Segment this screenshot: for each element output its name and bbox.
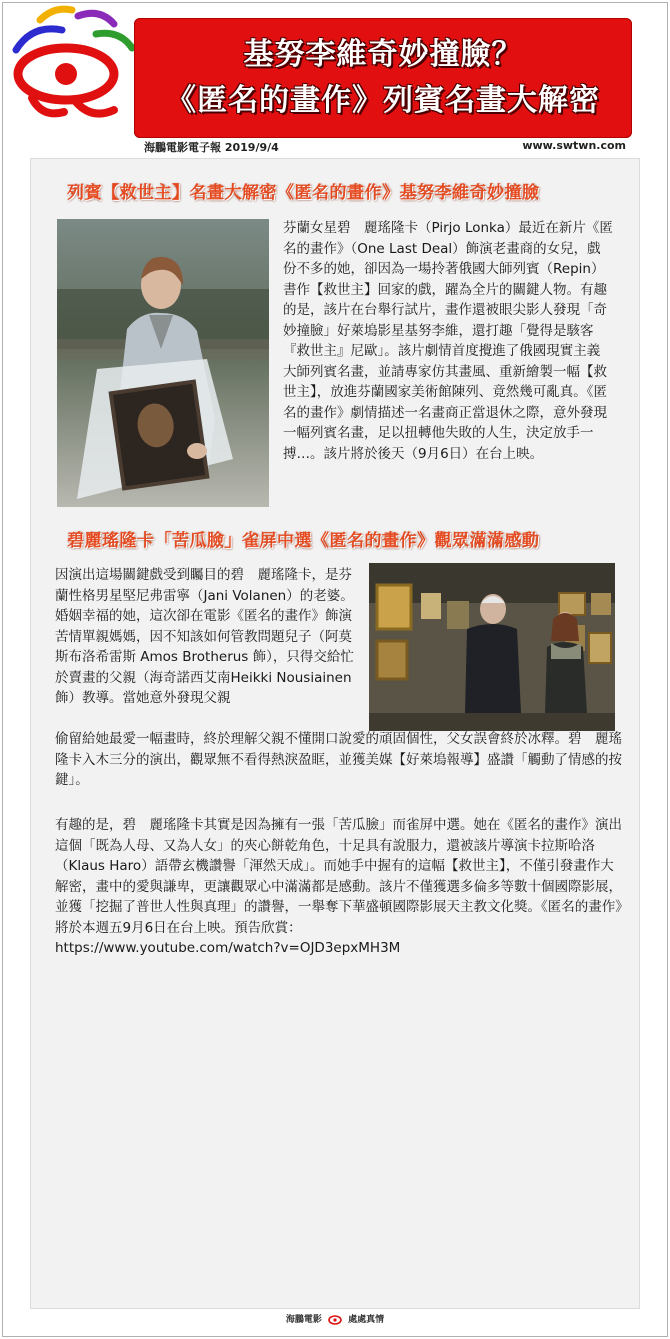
haipeng-logo-icon bbox=[2, 2, 140, 126]
section2-paragraph-a: 因演出這場關鍵戲受到矚目的碧 麗瑤隆卡，是芬蘭性格男星堅尼弗雷寧（Jani Volanen）的老婆。婚姻幸福的她，這次卻在電影《匿名的畫作》飾演苦情單親媽媽，因不知該如何管教問題兒子（阿莫斯布洛希雷斯 Amos Brotherus 飾），只得交給忙於賣畫的父親（海奇諾西艾南Heikki Nousiainen飾）教導。當她意外發現父親 bbox=[55, 567, 354, 706]
source-date: 海鵬電影電子報 2019/9/4 bbox=[144, 141, 279, 154]
section2-paragraph-b: 偷留給她最愛一幅畫時，終於理解父親不懂開口說愛的頑固個性，父女誤會終於冰釋。碧 麗瑤隆卡入木三分的演出，觀眾無不看得熱淚盈眶，並獲美媒【好萊塢報導】盛讚「觸動了情感的按鍵」。 bbox=[55, 731, 622, 788]
section1-subtitle: 列賓【救世主】名畫大解密《匿名的畫作》基努李維奇妙撞臉 bbox=[67, 183, 540, 203]
section2-paragraph-c bbox=[55, 815, 625, 959]
article-panel bbox=[30, 158, 640, 1309]
footer-logo-icon bbox=[328, 1314, 342, 1326]
photo-gallery-scene bbox=[369, 563, 615, 731]
title-banner bbox=[134, 18, 632, 138]
footer-left-text: 海鵬電影 bbox=[285, 1315, 322, 1325]
title-line-2: 《匿名的畫作》列賓名畫大解密 bbox=[166, 83, 600, 118]
footer bbox=[0, 1312, 670, 1326]
section2-subtitle: 碧麗瑤隆卡「苦瓜臉」雀屏中選《匿名的畫作》觀眾滿滿感動 bbox=[67, 531, 540, 551]
title-line-1: 基努李維奇妙撞臉？ bbox=[243, 37, 523, 72]
section2-paragraph-c-text: 有趣的是，碧 麗瑤隆卡其實是因為擁有一張「苦瓜臉」而雀屏中選。她在《匿名的畫作》演出這個「既為人母、又為人女」的夾心餅乾角色，十足具有說服力，還被該片導演卡拉斯哈洛（Klaus Haro）語帶玄機讚譽「渾然天成」。而她手中握有的這幅【救世主】，不僅引發畫作大解密，畫中的愛與謙卑，更讓觀眾心中滿滿都是感動。該片不僅獲選多倫多等數十個國際影展，並獲「挖掘了普世人性與真理」的讚譽，一舉奪下華盛頓國際影展天主教文化獎。《匿名的畫作》將於本週五9月6日在台上映。預告欣賞： bbox=[55, 817, 622, 936]
website-link[interactable]: www.swtwn.com bbox=[522, 139, 626, 152]
footer-right-text: 處處真情 bbox=[348, 1315, 385, 1325]
trailer-link[interactable]: https://www.youtube.com/watch?v=OJD3epxMH3M bbox=[55, 940, 401, 956]
photo-woman-with-painting bbox=[57, 219, 269, 507]
section1-paragraph: 芬蘭女星碧 麗瑤隆卡（Pirjo Lonka）最近在新片《匿名的畫作》（One Last Deal）飾演老畫商的女兒，戲份不多的她，卻因為一場拎著俄國大師列賓（Repin）書作【救世主】回家的戲，躍為全片的關鍵人物。有趣的是，該片在台舉行試片，畫作還被眼尖影人發現「奇妙撞臉」好萊塢影星基努李維，還打趣「覺得是駭客『救世主』尼歐」。該片劇情首度攪進了俄國現實主義大師列賓名畫，並請專家仿其畫風、重新繪製一幅【救世主】，放進芬蘭國家美術館陳列、竟然幾可亂真。《匿名的畫作》劇情描述一名畫商正當退休之際，意外發現一幅列賓名畫，足以扭轉他失敗的人生，決定放手一搏…。該片將於後天（9月6日）在台上映。 bbox=[283, 220, 613, 462]
